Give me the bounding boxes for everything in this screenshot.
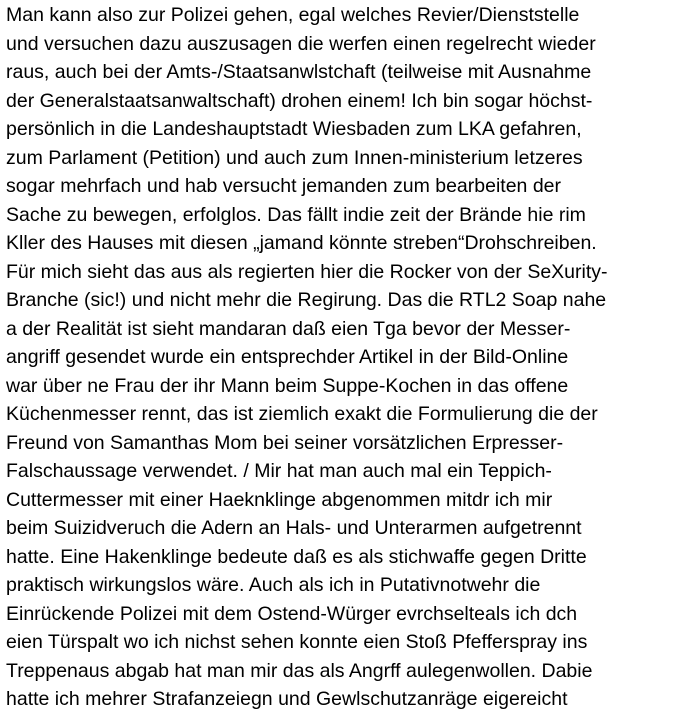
- text-line: Cuttermesser mit einer Haeknklinge abgenommen mitdr ich mir: [6, 488, 553, 511]
- text-line: beim Suizidveruch die Adern an Hals- und Unterarmen aufgetrennt: [6, 517, 582, 539]
- text-line: praktisch wirkungslos wäre. Auch als ich in Putativnotwehr die: [6, 574, 541, 596]
- text-line: Branche (sic!) und nicht mehr die Regirung. Das die RTL2 Soap nahe: [6, 289, 607, 311]
- text-line: Für mich sieht das aus als regierten hier die Rocker von der SeXurity-: [6, 260, 608, 283]
- text-line: der Generalstaatsanwaltschaft) drohen einem! Ich bin sogar höchst-: [6, 89, 593, 112]
- text-line: raus, auch bei der Amts-/Staatsanwlstchaft (teilweise mit Ausnahme: [6, 61, 592, 83]
- text-line: Küchenmesser rennt, das ist ziemlich exakt die Formulierung die der: [6, 403, 598, 425]
- text-line: Sache zu bewegen, erfolglos. Das fällt indie zeit der Brände hie rim: [6, 203, 586, 226]
- text-line: Freund von Samanthas Mom bei seiner vorsätzlichen Erpresser-: [6, 431, 564, 454]
- text-line: a der Realität ist sieht mandaran daß eien Tga bevor der Messer-: [6, 317, 571, 340]
- text-line: sogar mehrfach und hab versucht jemanden zum bearbeiten der: [6, 175, 561, 197]
- text-line: persönlich in die Landeshauptstadt Wiesbaden zum LKA gefahren,: [6, 118, 582, 140]
- text-line: angriff gesendet wurde ein entsprechder Artikel in der Bild-Online: [6, 346, 569, 368]
- text-line: hatte ich mehrer Strafanzeiegn und Gewlschutzanräge eigereicht: [6, 688, 568, 710]
- text-line: und versuchen dazu auszusagen die werfen einen regelrecht wieder: [6, 32, 596, 55]
- text-line: eien Türspalt wo ich nichst sehen konnte eien Stoß Pfefferspray ins: [6, 631, 588, 653]
- text-line: Einrückende Polizei mit dem Ostend-Würger evrchselteals ich dch: [6, 602, 578, 625]
- text-line: hatte. Eine Hakenklinge bedeute daß es als stichwaffe gegen Dritte: [6, 545, 587, 568]
- text-line: Treppenaus abgab hat man mir das als Angrff aulegenwollen. Dabie: [6, 659, 593, 682]
- text-line: war über ne Frau der ihr Mann beim Suppe-Kochen in das offene: [6, 374, 569, 397]
- document-body: [0, 1, 684, 721]
- text-line: zum Parlament (Petition) und auch zum Innen-ministerium letzeres: [6, 146, 583, 169]
- text-line: Man kann also zur Polizei gehen, egal welches Revier/Dienststelle: [6, 4, 580, 26]
- text-line: Kller des Hauses mit diesen „jamand könnte streben“Drohschreiben.: [6, 232, 597, 254]
- text-line: Falschaussage verwendet. / Mir hat man auch mal ein Teppich-: [6, 460, 552, 482]
